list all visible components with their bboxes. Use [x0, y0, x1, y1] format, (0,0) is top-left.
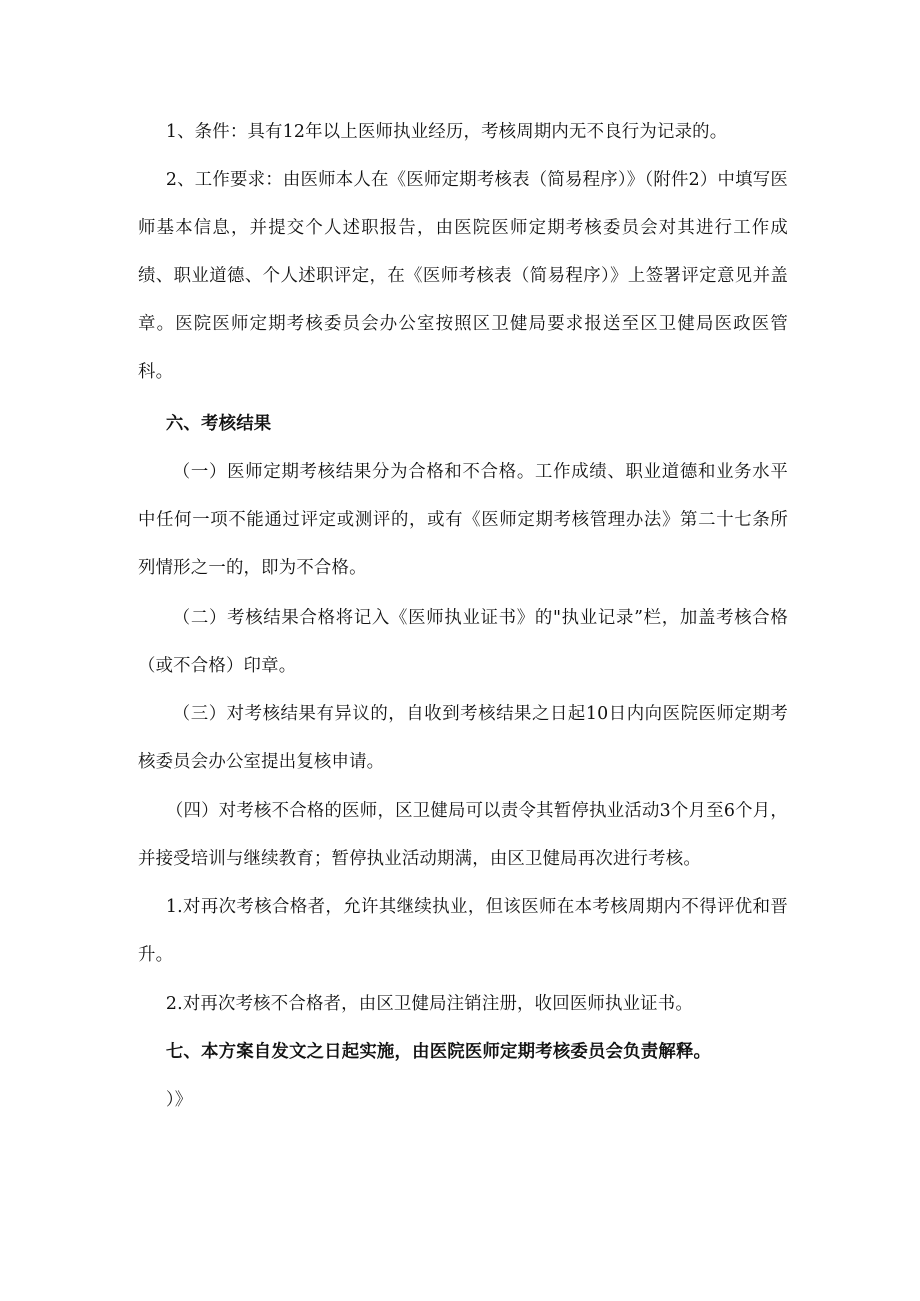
section-heading-implementation: 七、本方案自发文之日起实施，由医院医师定期考核委员会负责解释。	[165, 1042, 712, 1062]
paragraph-condition: 1、条件：具有12年以上医师执业经历，考核周期内无不良行为记录的。	[165, 122, 728, 142]
paragraph-recheck-pass: 1.对再次考核合格者，允许其继续执业，但该医师在本考核周期内不得评优和晋升。	[138, 897, 788, 965]
paragraph-result-4: （四）对考核不合格的医师，区卫健局可以责令其暂停执业活动3个月至6个月，并接受培训与继续教育；暂停执业活动期满，由区卫健局再次进行考核。	[138, 801, 788, 869]
paragraph-result-3: （三）对考核结果有异议的，自收到考核结果之日起10日内向医院医师定期考核委员会办公室提出复核申请。	[138, 704, 788, 772]
paragraph-trailing-marks: ）》	[165, 1090, 193, 1110]
paragraph-result-2: （二）考核结果合格将记入《医师执业证书》的"执业记录”栏，加盖考核合格（或不合格）印章。	[138, 608, 788, 676]
paragraph-result-1: （一）医师定期考核结果分为合格和不合格。工作成绩、职业道德和业务水平中任何一项不能通过评定或测评的，或有《医师定期考核管理办法》第二十七条所列情形之一的，即为不合格。	[138, 462, 788, 578]
paragraph-recheck-fail: 2.对再次考核不合格者，由区卫健局注销注册，收回医师执业证书。	[165, 994, 693, 1014]
paragraph-work-requirement: 2、工作要求：由医师本人在《医师定期考核表（简易程序）》（附件2）中填写医师基本信息，并提交个人述职报告，由医院医师定期考核委员会对其进行工作成绩、职业道德、个人述职评定，在《医师考核表（简易程序）》上签署评定意见并盖章。医院医师定期考核委员会办公室按照区卫健局要求报送至区卫健局医政医管科。	[138, 170, 788, 382]
section-heading-results: 六、考核结果	[165, 414, 272, 434]
